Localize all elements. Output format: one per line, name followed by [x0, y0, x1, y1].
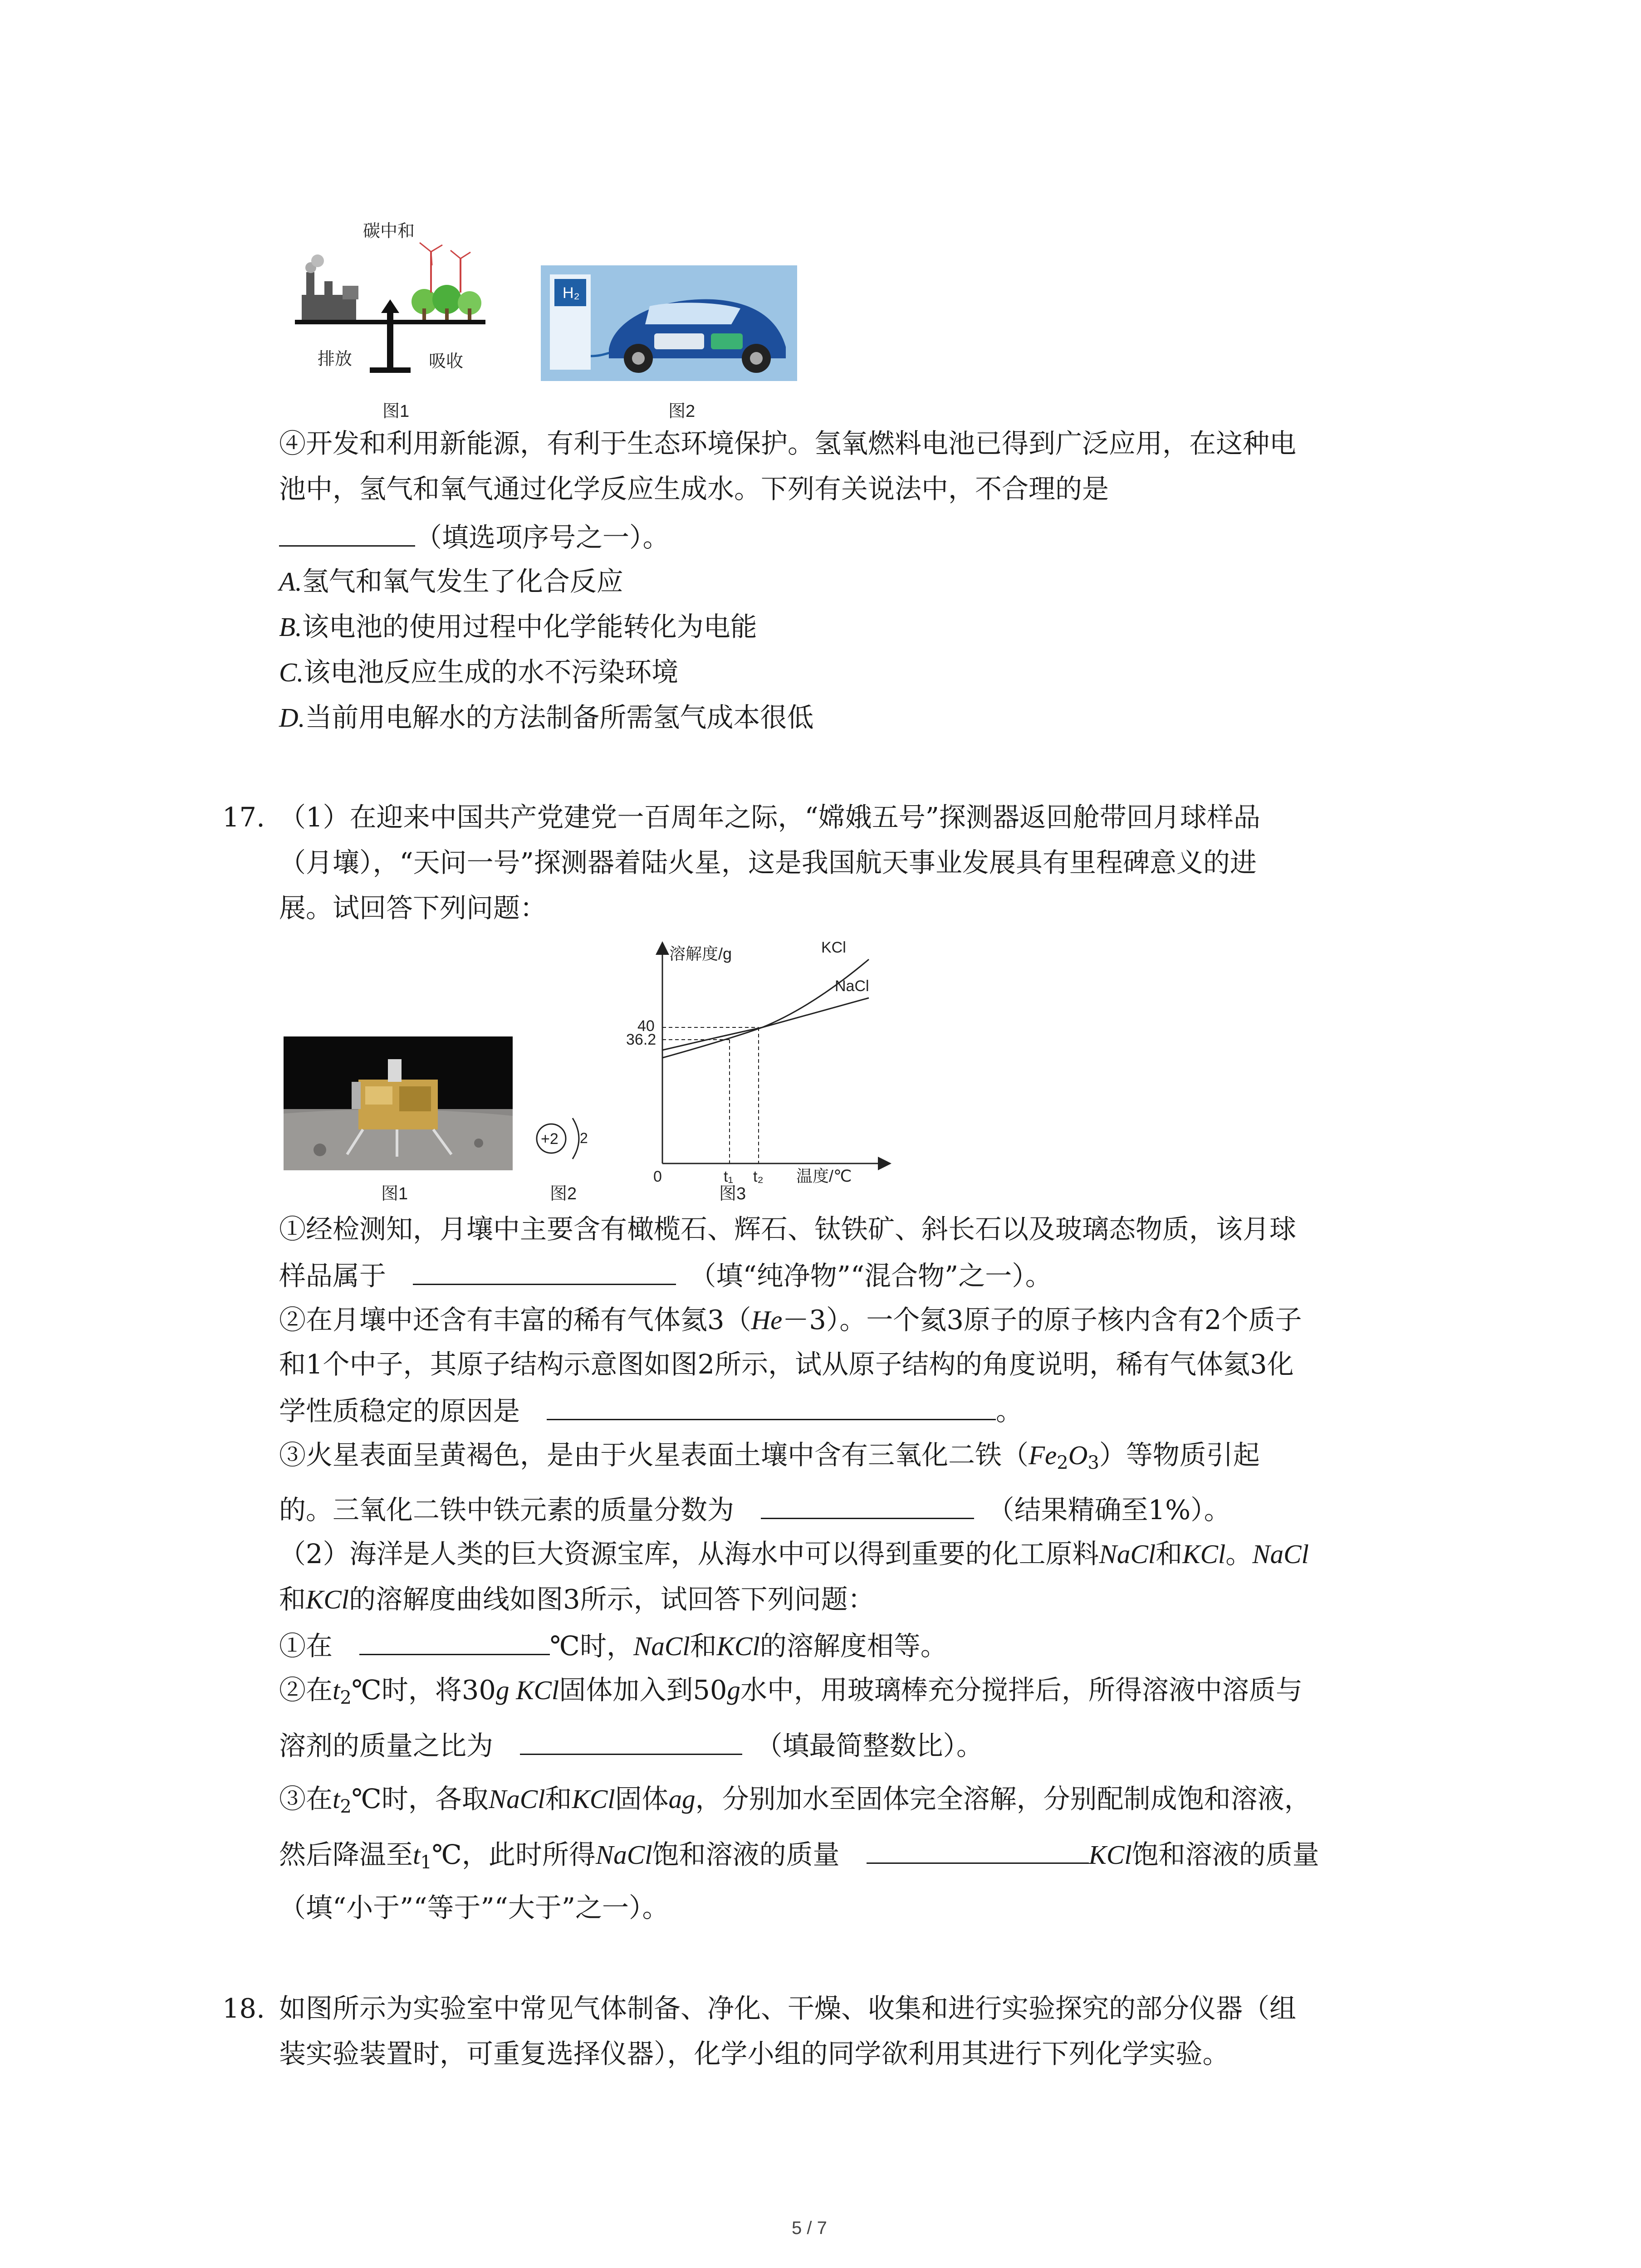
- q16-4-line2: 池中，氢气和氧气通过化学反应生成水。下列有关说法中，不合理的是: [279, 473, 1109, 504]
- answer-blank-16-4[interactable]: [279, 518, 415, 547]
- xtick-t1: t₁: [724, 1168, 733, 1185]
- fig1-caption: 图1: [382, 402, 410, 421]
- q17-number: 17.: [222, 802, 265, 833]
- q17-intro1: （1）在迎来中国共产党建党一百周年之际，“嫦娥五号”探测器返回舱带回月球样品: [279, 802, 1260, 833]
- kcl-series-label: KCl: [821, 939, 846, 956]
- q17-2-1: ①在 ℃时，NaCl和KCl的溶解度相等。: [279, 1627, 947, 1664]
- carbon-neutral-figure: [279, 218, 506, 381]
- y-axis-label: 溶解度/g: [669, 944, 732, 963]
- option-d: D.当前用电解水的方法制备所需氢气成本很低: [279, 702, 814, 733]
- q17-1-1-line1: ①经检测知，月壤中主要含有橄榄石、辉石、钛铁矿、斜长石以及玻璃态物质，该月球: [279, 1213, 1297, 1245]
- answer-blank-17-1-2[interactable]: [547, 1392, 996, 1420]
- q17-intro3: 展。试回答下列问题：: [279, 892, 547, 924]
- answer-blank-17-2-1[interactable]: [359, 1627, 550, 1655]
- helium-atom-diagram: [531, 1102, 590, 1170]
- q17-2-intro-line2: 和KCl的溶解度曲线如图3所示，试回答下列问题：: [279, 1584, 875, 1615]
- q17-1-2-line2: 和1个中子，其原子结构示意图如图2所示，试从原子结构的角度说明，稀有气体氦3化: [279, 1349, 1294, 1380]
- q17-2-2-line2: 溶剂的质量之比为 （填最简整数比）。: [279, 1726, 983, 1764]
- nacl-curve: [662, 998, 869, 1050]
- ytick-40: 40: [637, 1017, 655, 1035]
- nucleus-charge: +2: [541, 1130, 558, 1148]
- q16-4-line1: ④开发和利用新能源，有利于生态环境保护。氢氧燃料电池已得到广泛应用，在这种电: [279, 428, 1297, 459]
- q16-4-line3: （填选项序号之一）。: [279, 518, 670, 556]
- fig1-top-label: 碳中和: [363, 222, 415, 241]
- answer-blank-17-1-1[interactable]: [413, 1256, 676, 1285]
- origin-label: 0: [653, 1168, 662, 1185]
- hydrogen-car-figure: [541, 265, 797, 381]
- option-c: C.该电池反应生成的水不污染环境: [279, 656, 679, 688]
- q17-fig2-caption: 图2: [550, 1184, 577, 1203]
- answer-blank-17-1-3[interactable]: [761, 1491, 974, 1519]
- answer-blank-17-2-3[interactable]: [867, 1835, 1089, 1864]
- q17-1-1-line2: 样品属于 （填“纯净物”“混合物”之一）。: [279, 1256, 1052, 1294]
- q17-intro2: （月壤），“天问一号”探测器着陆火星，这是我国航天事业发展具有里程碑意义的进: [279, 847, 1257, 878]
- q17-fig3-caption: 图3: [719, 1184, 746, 1203]
- q17-1-3-line2: 的。三氧化二铁中铁元素的质量分数为 （结果精确至1%）。: [279, 1491, 1231, 1528]
- option-a: A.氢气和氧气发生了化合反应: [279, 566, 623, 597]
- q17-2-intro-line1: （2）海洋是人类的巨大资源宝库，从海水中可以得到重要的化工原料NaCl和KCl。NaCl: [279, 1538, 1309, 1569]
- h2-station-label: H₂: [563, 284, 580, 302]
- ytick-36-2: 36.2: [626, 1031, 656, 1048]
- answer-blank-17-2-2[interactable]: [520, 1726, 742, 1755]
- electron-count: 2: [580, 1130, 588, 1146]
- fig2-caption: 图2: [668, 402, 696, 421]
- nacl-series-label: NaCl: [835, 978, 869, 995]
- q17-2-3-line2: 然后降温至$t_1℃$，此时所得NaCl饱和溶液的质量 KCl饱和溶液的质量: [279, 1835, 1319, 1881]
- q18-line2: 装实验装置时，可重复选择仪器），化学小组的同学欲利用其进行下列化学实验。: [279, 2038, 1230, 2069]
- q17-2-3-line1: ③在$t_2℃$时，各取NaCl和KCl固体ag，分别加水至固体完全溶解，分别配制成饱和溶液，: [279, 1783, 1311, 1817]
- lunar-lander-photo: [284, 1036, 513, 1170]
- xtick-t2: t₂: [753, 1168, 764, 1185]
- q17-1-2-line3: 学性质稳定的原因是 。: [279, 1392, 1023, 1429]
- q17-1-2-line1: ②在月壤中还含有丰富的稀有气体氦3（He－3）。一个氦3原子的原子核内含有2个质子: [279, 1304, 1302, 1335]
- q17-fig1-caption: 图1: [381, 1184, 408, 1203]
- q17-2-3-line3: （填“小于”“等于”“大于”之一）。: [279, 1892, 669, 1923]
- q17-2-2-line1: ②在$t_2℃$时，将30g KCl固体加入到50g水中，用玻璃棒充分搅拌后，所得溶液中溶质与: [279, 1674, 1303, 1708]
- fig1-right-label: 吸收: [429, 352, 464, 371]
- fig1-left-label: 排放: [318, 350, 353, 369]
- solubility-chart: [612, 934, 894, 1188]
- q18-line1: 如图所示为实验室中常见气体制备、净化、干燥、收集和进行实验探究的部分仪器（组: [279, 1993, 1297, 2024]
- page-number: 5 / 7: [792, 2218, 827, 2238]
- x-axis-label: 温度/℃: [796, 1167, 852, 1185]
- option-b: B.该电池的使用过程中化学能转化为电能: [279, 611, 757, 642]
- q17-1-3-line1: ③火星表面呈黄褐色，是由于火星表面土壤中含有三氧化二铁$(Fe_2O_3)$等物质引起: [279, 1439, 1260, 1473]
- q18-number: 18.: [222, 1993, 265, 2024]
